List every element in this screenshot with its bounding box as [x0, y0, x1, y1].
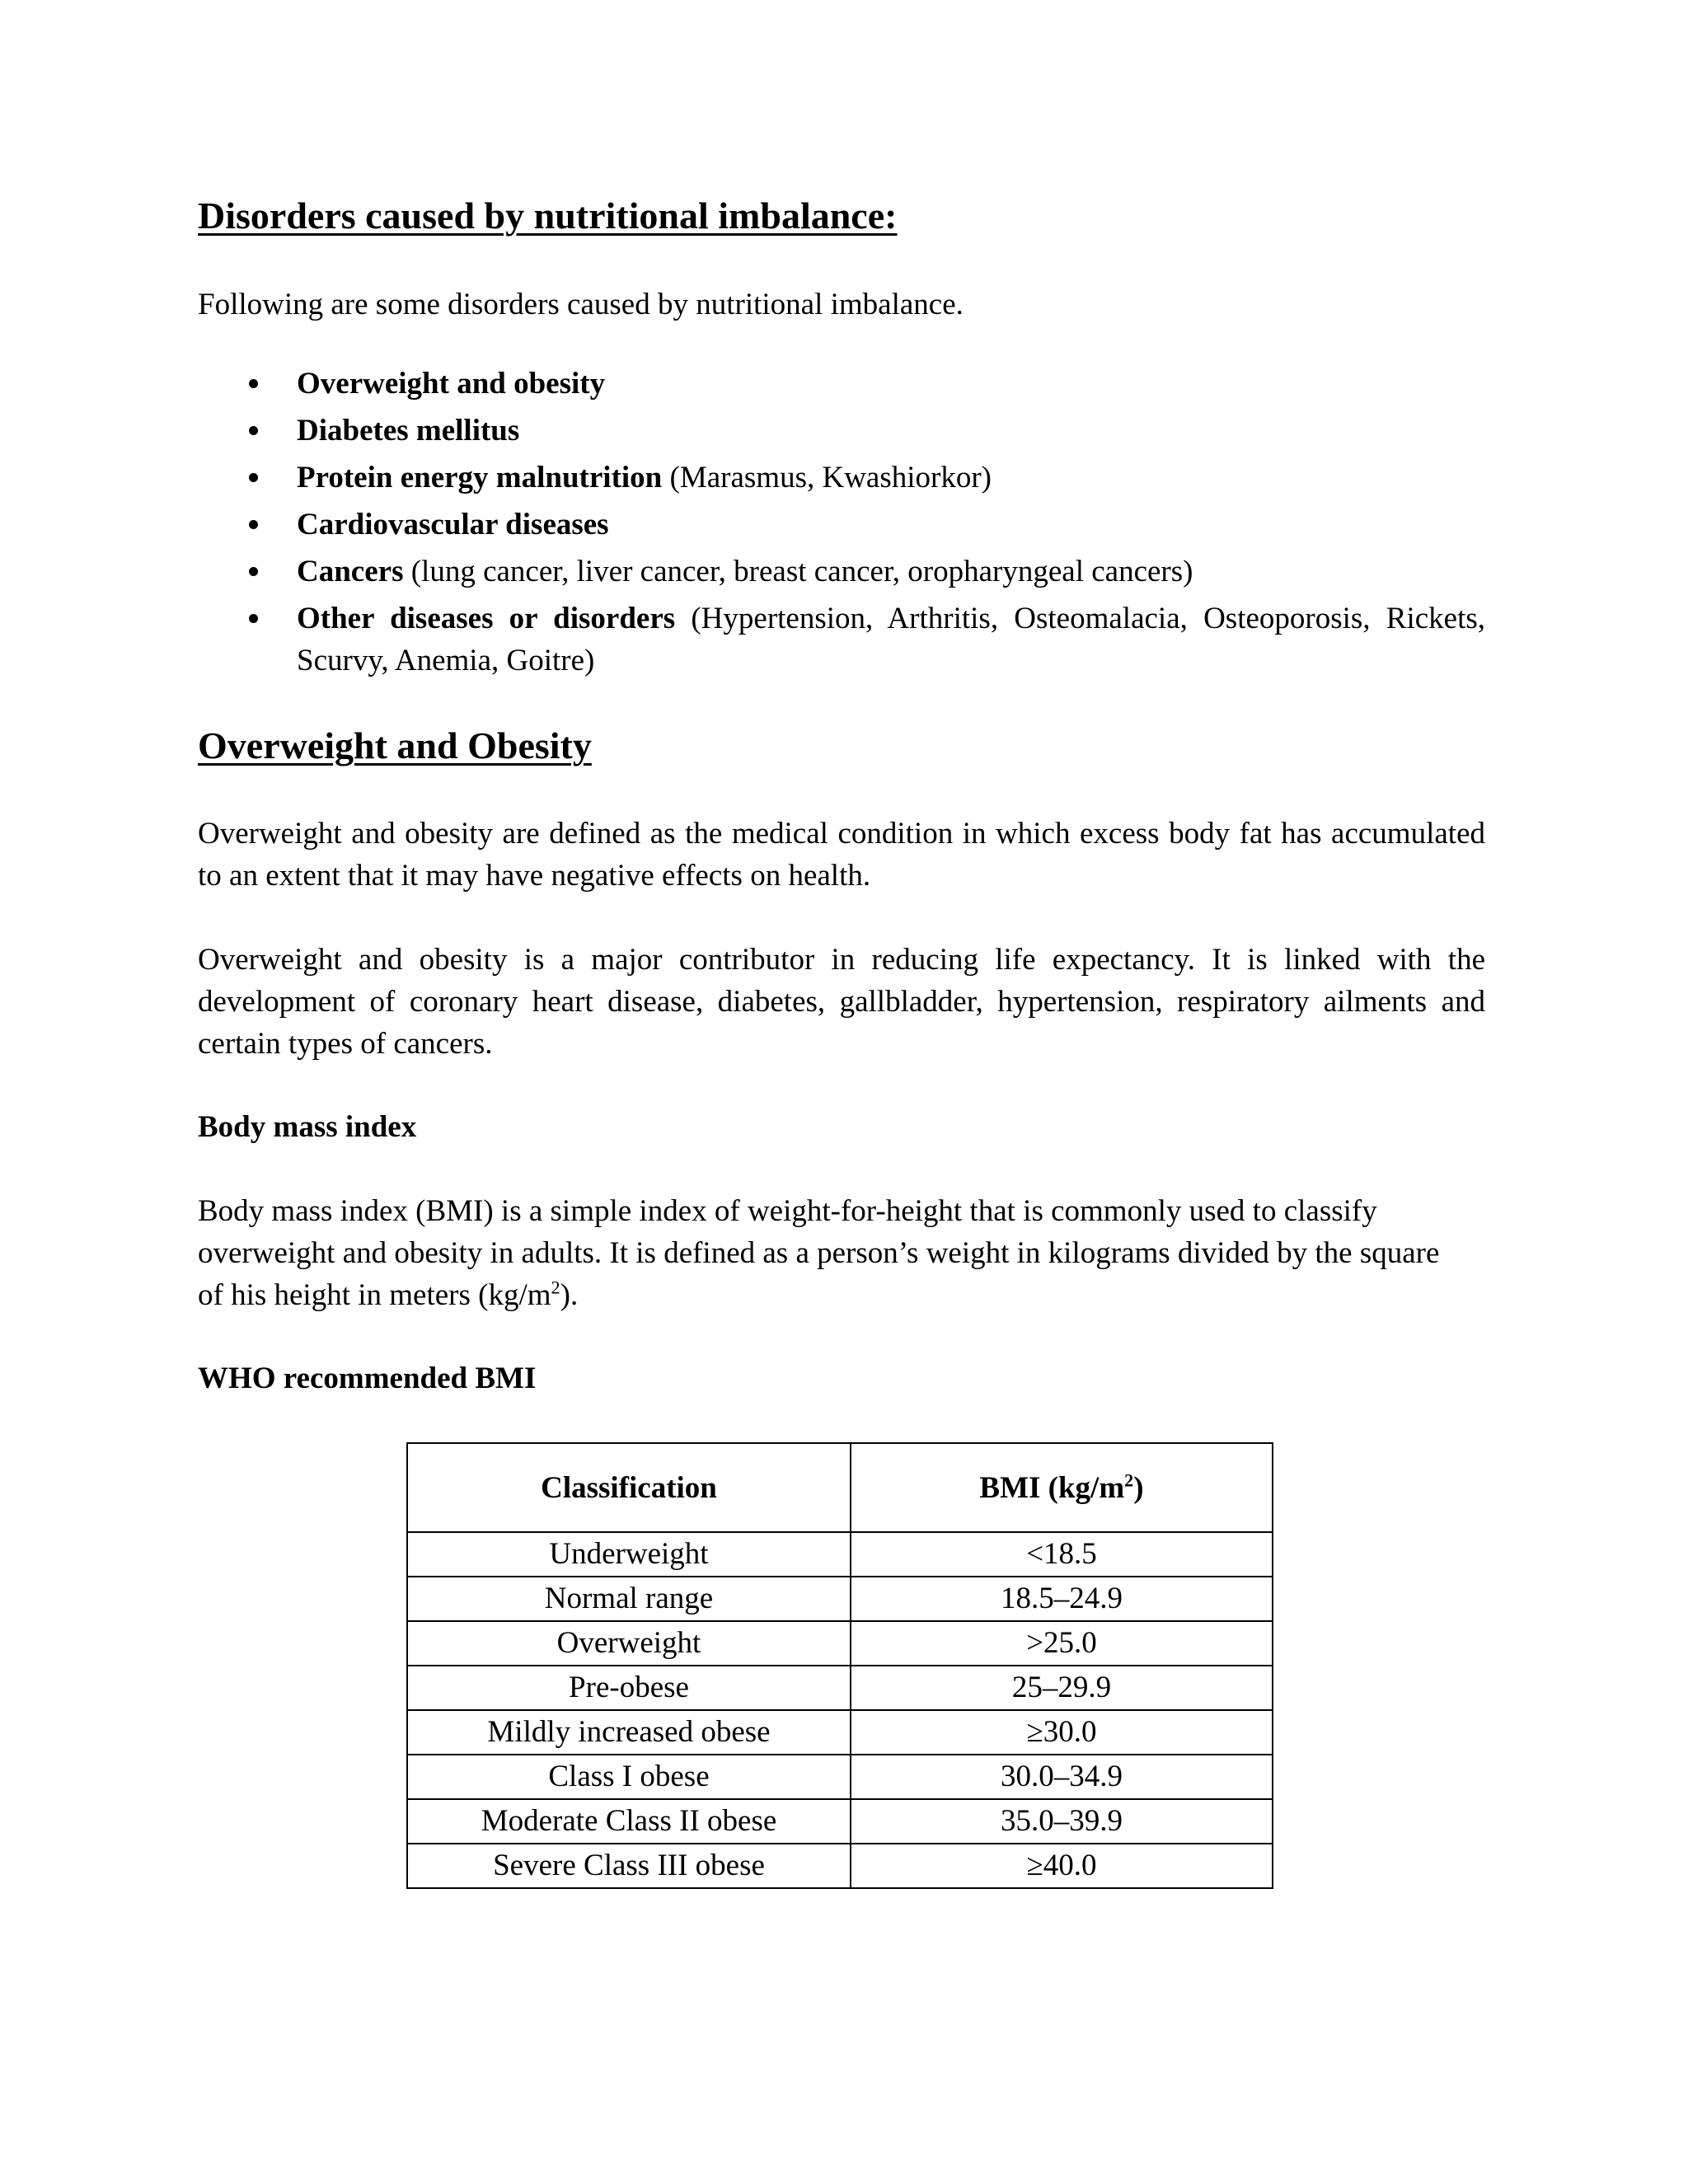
cell-classification: Pre-obese: [407, 1666, 851, 1710]
bullet-icon: [249, 567, 258, 576]
table-row: [407, 1755, 1273, 1799]
table-header-row: [407, 1443, 1273, 1532]
list-item: [198, 457, 1485, 499]
superscript: 2: [551, 1277, 560, 1298]
list-item-bold: Diabetes mellitus: [297, 414, 520, 448]
intro-paragraph: Following are some disorders caused by nutritional imbalance.: [198, 288, 964, 321]
bullet-icon: [249, 426, 258, 435]
cell-bmi: 35.0–39.9: [851, 1799, 1273, 1844]
bmi-definition-text: Body mass index (BMI) is a simple index of weight-for-height that is commonly used to classify overweight and obesity in adults. It is defined as a person’s weight in kilograms divided by the square of his height in meters (kg/m: [198, 1194, 1440, 1312]
cell-classification: Normal range: [407, 1577, 851, 1621]
obesity-effects-paragraph: Overweight and obesity is a major contributor in reducing life expectancy. It is linked with the development of coronary heart disease, diabetes, gallbladder, hypertension, respiratory ailments and certain types of cancers.: [198, 943, 1485, 1061]
header-classification: Classification: [407, 1443, 851, 1532]
list-item: [198, 598, 1485, 682]
bullet-icon: [249, 520, 258, 529]
bullet-icon: [249, 473, 258, 482]
disorders-list: [198, 363, 1485, 687]
table-row: [407, 1710, 1273, 1755]
cell-bmi: ≥40.0: [851, 1844, 1273, 1888]
cell-bmi: <18.5: [851, 1532, 1273, 1577]
bmi-heading: Body mass index: [198, 1110, 417, 1144]
list-item: [198, 551, 1485, 593]
header-bmi-end: ): [1133, 1470, 1144, 1505]
bmi-definition-paragraph: [198, 1190, 1465, 1316]
list-item-bold: Other diseases or disorders: [297, 602, 676, 635]
section-heading-disorders: Disorders caused by nutritional imbalance:: [198, 194, 898, 237]
list-item-bold: Overweight and obesity: [297, 367, 606, 401]
table-row: [407, 1577, 1273, 1621]
bullet-icon: [249, 379, 258, 388]
table-row: [407, 1532, 1273, 1577]
cell-bmi: >25.0: [851, 1621, 1273, 1666]
cell-classification: Underweight: [407, 1532, 851, 1577]
list-item-bold: Protein energy malnutrition: [297, 461, 663, 494]
cell-classification: Moderate Class II obese: [407, 1799, 851, 1844]
list-item: [198, 363, 1485, 405]
cell-classification: Overweight: [407, 1621, 851, 1666]
cell-classification: Severe Class III obese: [407, 1844, 851, 1888]
cell-bmi: 30.0–34.9: [851, 1755, 1273, 1799]
section-heading-obesity: Overweight and Obesity: [198, 724, 592, 766]
cell-classification: Class I obese: [407, 1755, 851, 1799]
cell-classification: Mildly increased obese: [407, 1710, 851, 1755]
list-item-text: (Hypertension, Arthritis, Osteomalacia, Osteoporosis, Rickets, Scurvy, Anemia, Goitre): [297, 602, 1485, 677]
list-item: [198, 504, 1485, 546]
cell-bmi: ≥30.0: [851, 1710, 1273, 1755]
table-row: [407, 1621, 1273, 1666]
list-item-bold: Cancers: [297, 555, 404, 588]
who-bmi-heading: WHO recommended BMI: [198, 1361, 537, 1395]
bmi-table: [406, 1442, 1273, 1889]
header-bmi: [851, 1443, 1273, 1532]
table-row: [407, 1844, 1273, 1888]
obesity-definition-paragraph: Overweight and obesity are defined as the medical condition in which excess body fat has accumulated to an extent that it may have negative effects on health.: [198, 817, 1485, 893]
header-bmi-text: BMI (kg/m: [979, 1470, 1125, 1505]
table-row: [407, 1799, 1273, 1844]
bullet-icon: [249, 614, 258, 623]
cell-bmi: 18.5–24.9: [851, 1577, 1273, 1621]
bmi-definition-end: ).: [560, 1278, 579, 1312]
list-item: [198, 410, 1485, 452]
superscript: 2: [1124, 1469, 1134, 1491]
list-item-text: (Marasmus, Kwashiorkor): [662, 461, 992, 494]
table-row: [407, 1666, 1273, 1710]
list-item-text: (lung cancer, liver cancer, breast cancer, oropharyngeal cancers): [403, 555, 1193, 588]
cell-bmi: 25–29.9: [851, 1666, 1273, 1710]
list-item-bold: Cardiovascular diseases: [297, 508, 609, 541]
